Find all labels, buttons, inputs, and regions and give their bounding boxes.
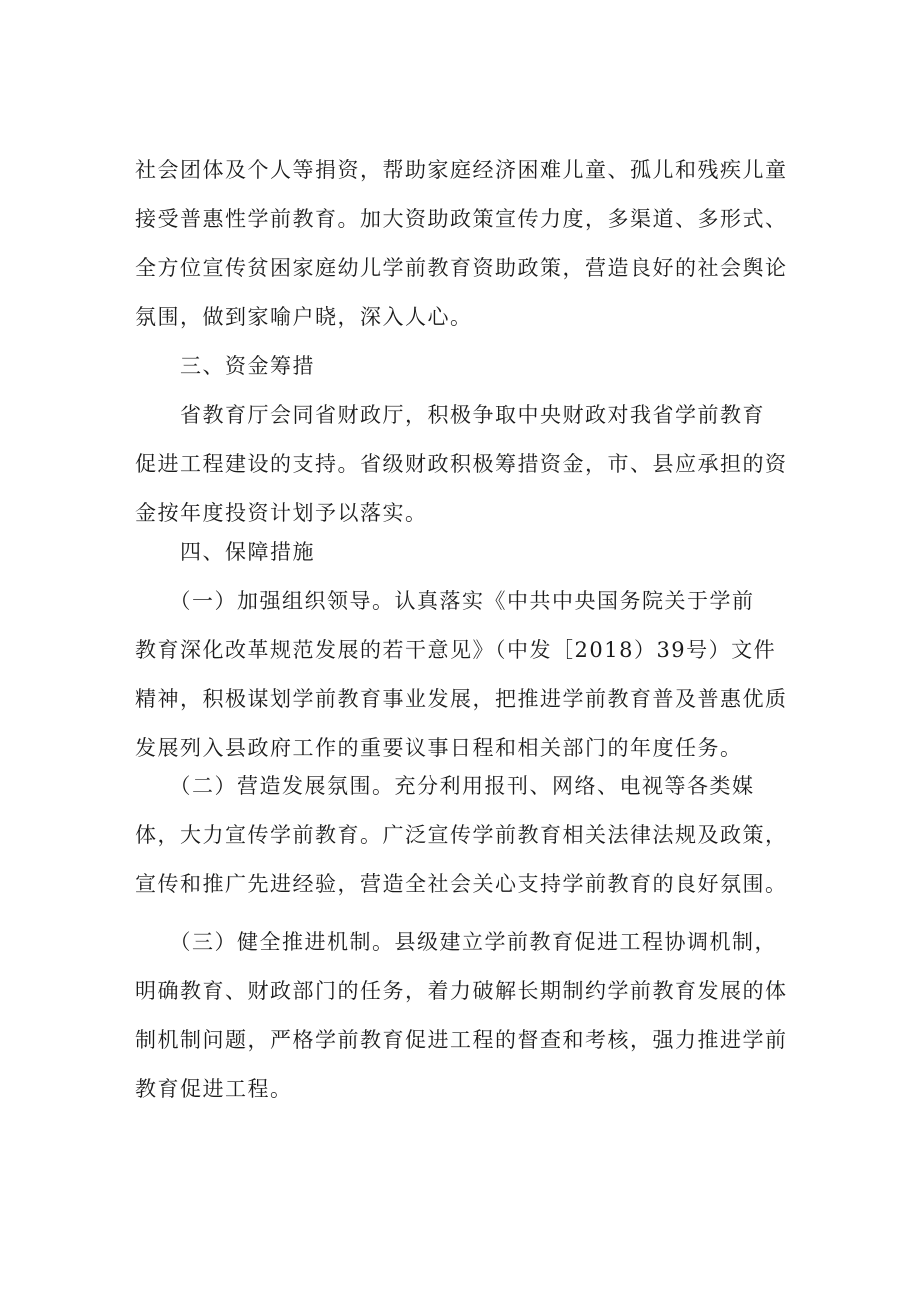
text-line: 促进工程建设的支持。省级财政积极筹措资金，市、县应承担的资	[135, 452, 788, 476]
text-line: （三）健全推进机制。县级建立学前教育促进工程协调机制，	[135, 930, 777, 954]
paragraph-measure-mechanism	[135, 918, 805, 1114]
text-line: 明确教育、财政部门的任务，着力破解长期制约学前教育发展的体	[135, 979, 788, 1003]
heading-text: 四、保障措施	[135, 540, 315, 564]
text-line: 氛围，做到家喻户晓，深入人心。	[135, 305, 473, 329]
text-line: 体，大力宣传学前教育。广泛宣传学前教育相关法律法规及政策，	[135, 823, 788, 847]
text-line: （一）加强组织领导。认真落实《中共中央国务院关于学前	[135, 589, 755, 613]
text-line: （二）营造发展氛围。充分利用报刊、网络、电视等各类媒	[135, 774, 755, 798]
text-line: 宣传和推广先进经验，营造全社会关心支持学前教育的良好氛围。	[135, 872, 788, 896]
heading-text: 三、资金筹措	[135, 354, 315, 378]
paragraph-measure-organization	[135, 577, 805, 773]
text-line: 制机制问题，严格学前教育促进工程的督查和考核，强力推进学前	[135, 1028, 788, 1052]
text-line: 发展列入县政府工作的重要议事日程和相关部门的年度任务。	[135, 736, 743, 760]
text-line: 省教育厅会同省财政厅，积极争取中央财政对我省学前教育	[135, 403, 765, 427]
paragraph-measure-atmosphere	[135, 762, 805, 909]
text-line: 教育深化改革规范发展的若干意见》（中发［2018）39号）文件	[135, 638, 777, 662]
section-heading-measures	[135, 528, 805, 577]
section-heading-funding	[135, 342, 805, 391]
paragraph-funding	[135, 391, 805, 538]
text-line: 社会团体及个人等捐资，帮助家庭经济困难儿童、孤儿和残疾儿童	[135, 158, 788, 182]
text-line: 精神，积极谋划学前教育事业发展，把推进学前教育普及普惠优质	[135, 687, 788, 711]
text-line: 教育促进工程。	[135, 1077, 293, 1101]
text-line: 金按年度投资计划予以落实。	[135, 501, 428, 525]
text-line: 全方位宣传贫困家庭幼儿学前教育资助政策，营造良好的社会舆论	[135, 256, 788, 280]
paragraph-support-continued	[135, 146, 805, 342]
text-line: 接受普惠性学前教育。加大资助政策宣传力度，多渠道、多形式、	[135, 207, 788, 231]
